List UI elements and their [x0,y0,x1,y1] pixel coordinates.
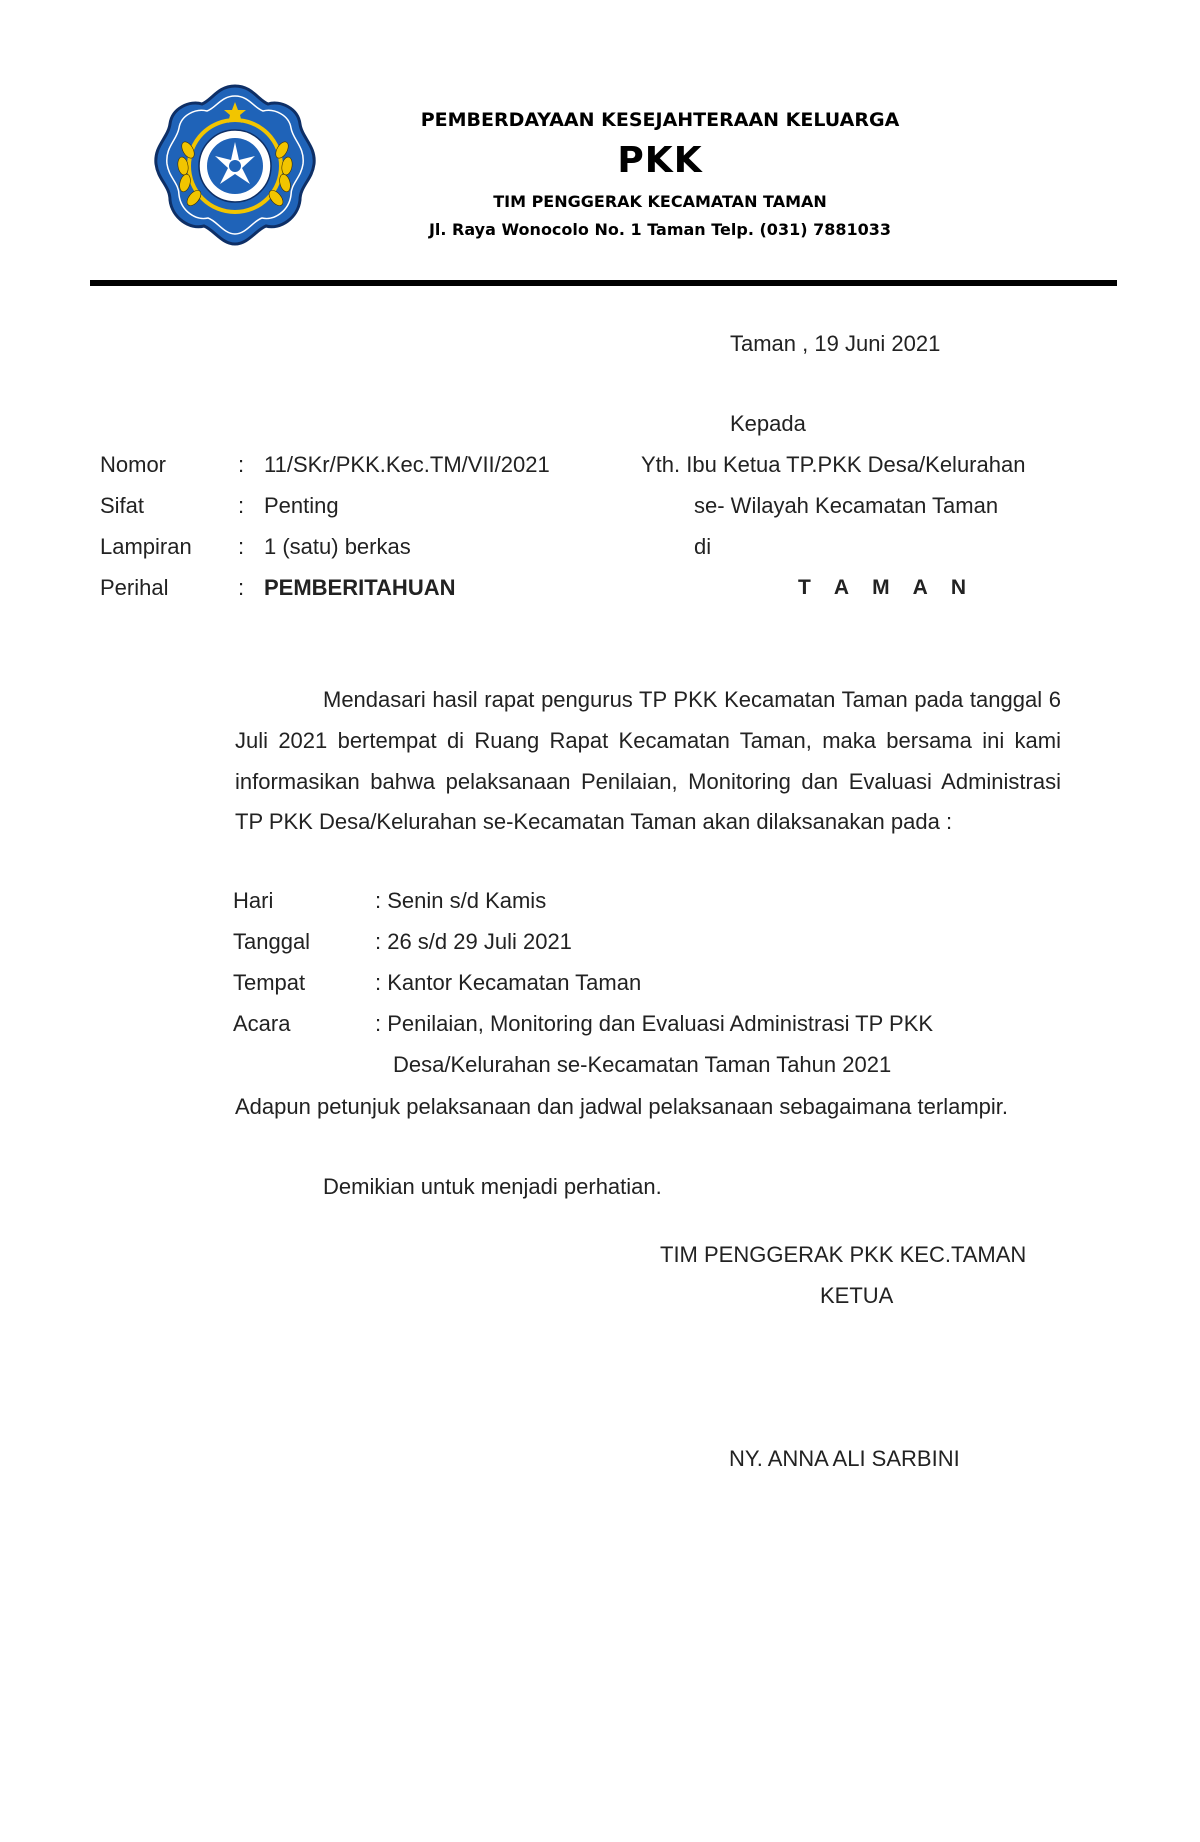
sifat-value: Penting [264,493,339,518]
detail-label-acara: Acara [233,1011,291,1036]
recipient-line-3: di [694,534,712,559]
lampiran-value: 1 (satu) berkas [264,534,411,559]
letterhead-line-3: TIM PENGGERAK KECAMATAN TAMAN [493,192,827,211]
perihal-colon: : [238,575,245,600]
detail-value-tanggal: : 26 s/d 29 Juli 2021 [375,929,572,954]
perihal-label: Perihal [100,575,169,600]
detail-value-hari: : Senin s/d Kamis [375,888,547,913]
lampiran-colon: : [238,534,245,559]
letter-date: Taman , 19 Juni 2021 [730,331,941,356]
letterhead-address: Jl. Raya Wonocolo No. 1 Taman Telp. (031) 7881033 [428,220,892,239]
signature-name: NY. ANNA ALI SARBINI [729,1446,960,1471]
detail-label-hari: Hari [233,888,274,913]
detail-label-tempat: Tempat [233,970,306,995]
detail-value-tempat: : Kantor Kecamatan Taman [375,970,642,995]
recipient-line-1: Yth. Ibu Ketua TP.PKK Desa/Kelurahan [641,452,1026,477]
recipient-line-2: se- Wilayah Kecamatan Taman [694,493,999,518]
lampiran-label: Lampiran [100,534,192,559]
detail-label-tanggal: Tanggal [233,929,311,954]
nomor-label: Nomor [100,452,167,477]
perihal-value: PEMBERITAHUAN [264,575,456,600]
body-closing: Demikian untuk menjadi perhatian. [323,1174,662,1199]
detail-value-acara: : Penilaian, Monitoring dan Evaluasi Administrasi TP PKK [375,1011,934,1036]
signature-org: TIM PENGGERAK PKK KEC.TAMAN [660,1242,1027,1267]
signature-title: KETUA [820,1283,894,1308]
nomor-colon: : [238,452,245,477]
detail-value-acara-continued: Desa/Kelurahan se-Kecamatan Taman Tahun 2021 [393,1052,892,1077]
letterhead-title: PKK [617,140,703,181]
recipient-city: T A M A N [798,576,976,599]
body-adapun: Adapun petunjuk pelaksanaan dan jadwal pelaksanaan sebagaimana terlampir. [235,1094,1008,1119]
body-intro [235,680,1061,843]
sifat-label: Sifat [100,493,145,518]
sifat-colon: : [238,493,245,518]
body-intro-text: Mendasari hasil rapat pengurus TP PKK Kecamatan Taman pada tanggal 6 Juli 2021 bertempat di Ruang Rapat Kecamatan Taman, maka bersama ini kami informasikan bahwa pelaksanaan Penilaian, Monitoring dan Evaluasi Administrasi TP PKK Desa/Kelurahan se-Kecamatan Taman akan dilaksanakan pada : [235,687,1061,835]
recipient-kepada: Kepada [730,411,806,436]
letterhead-line-1: PEMBERDAYAAN KESEJAHTERAAN KELUARGA [420,109,900,131]
nomor-value: 11/SKr/PKK.Kec.TM/VII/2021 [264,452,550,477]
letterhead-divider [90,280,1117,286]
pkk-logo-icon [150,80,320,250]
